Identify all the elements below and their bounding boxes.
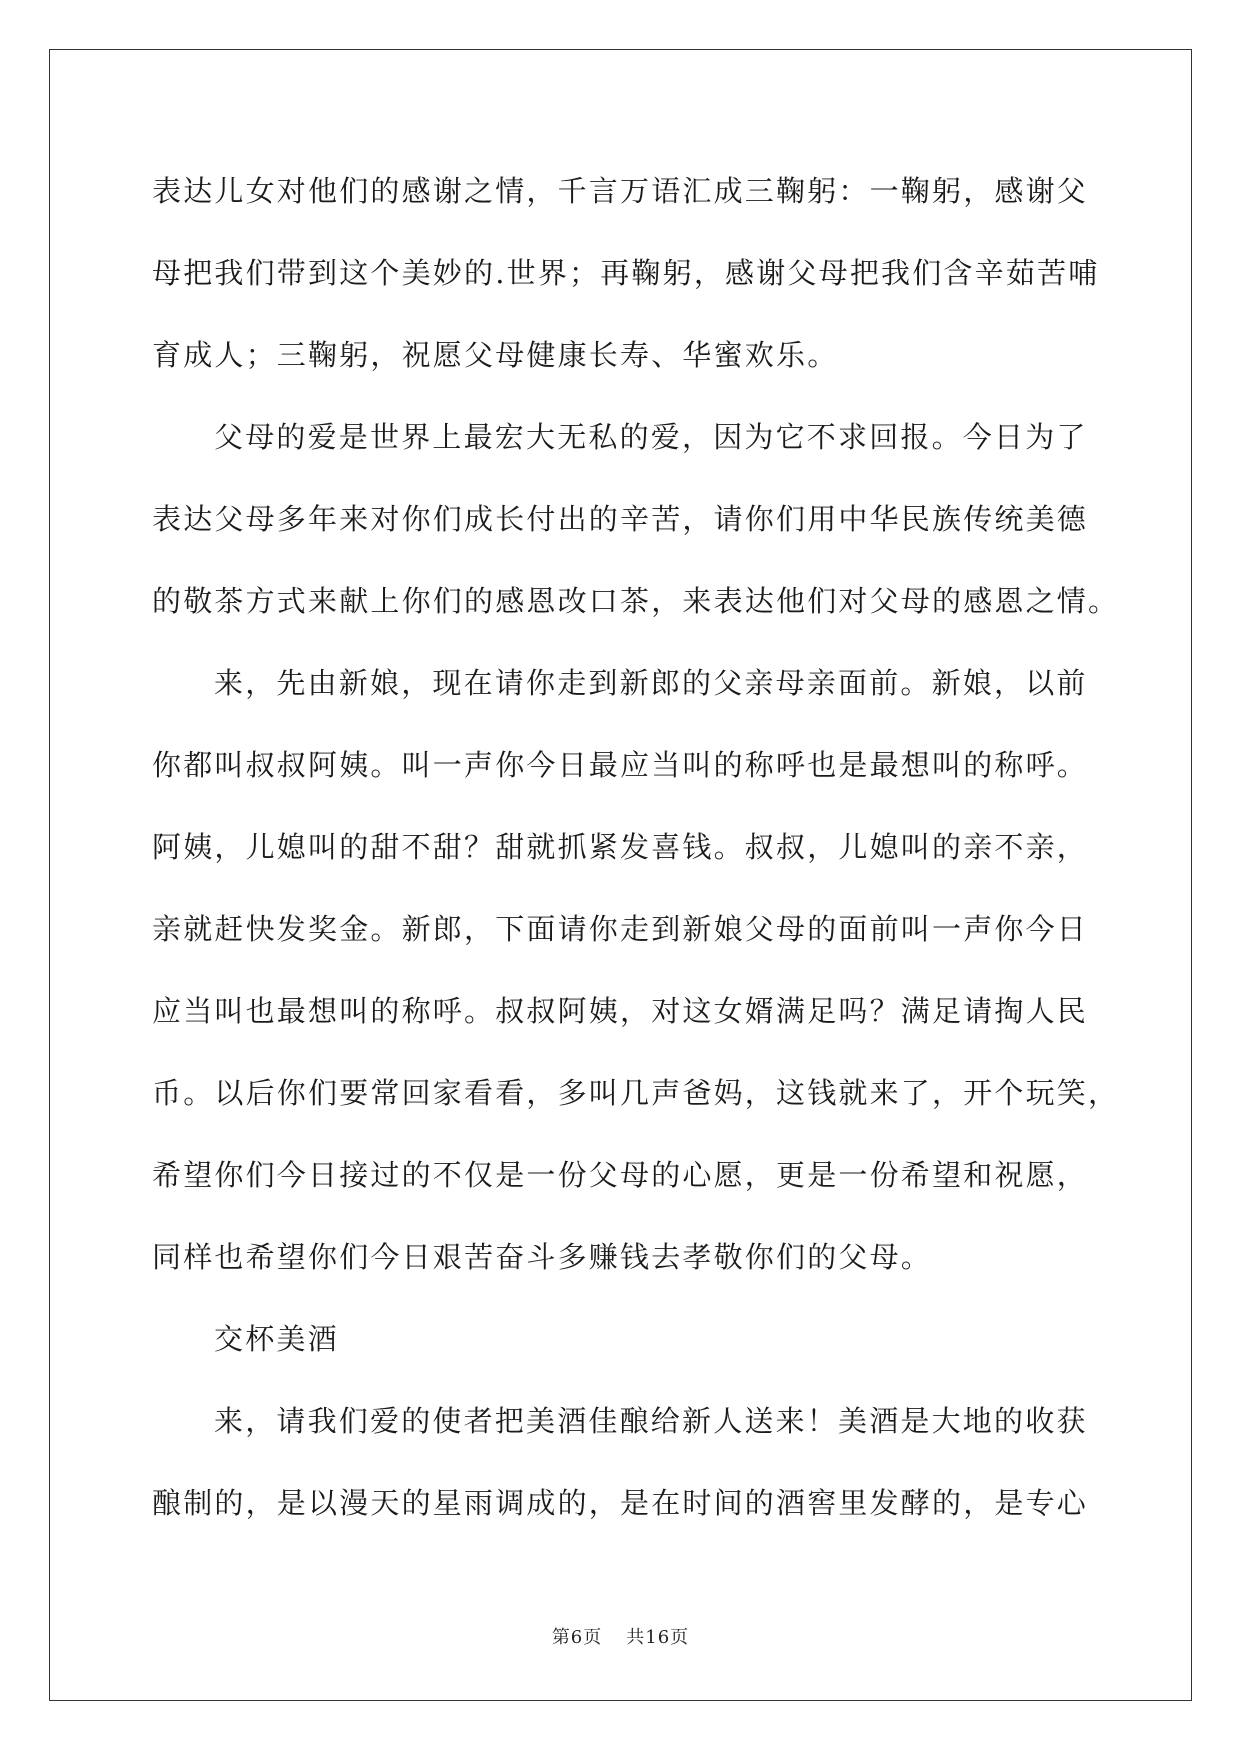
section-heading: 交杯美酒 bbox=[214, 1322, 339, 1356]
total-pages: 共16页 bbox=[626, 1627, 690, 1648]
page-footer bbox=[0, 1623, 1241, 1649]
text-line: 表达父母多年来对你们成长付出的辛苦，请你们用中华民族传统美德 bbox=[152, 502, 1089, 536]
text-line: 的敬茶方式来献上你们的感恩改口茶，来表达他们对父母的感恩之情。 bbox=[152, 584, 1120, 618]
text-line: 酿制的，是以漫天的星雨调成的，是在时间的酒窖里发酵的，是专心 bbox=[152, 1486, 1089, 1520]
current-page-number: 第6页 bbox=[551, 1627, 603, 1648]
text-line: 你都叫叔叔阿姨。叫一声你今日最应当叫的称呼也是最想叫的称呼。 bbox=[152, 748, 1089, 782]
paragraph-start-line: 来，请我们爱的使者把美酒佳酿给新人送来！美酒是大地的收获 bbox=[214, 1404, 1088, 1438]
text-line: 阿姨，儿媳叫的甜不甜？甜就抓紧发喜钱。叔叔，儿媳叫的亲不亲， bbox=[152, 830, 1089, 864]
text-line: 母把我们带到这个美妙的.世界；再鞠躬，感谢父母把我们含辛茹苦哺 bbox=[152, 256, 1100, 290]
text-line: 币。以后你们要常回家看看，多叫几声爸妈，这钱就来了，开个玩笑， bbox=[152, 1076, 1120, 1110]
paragraph-start-line: 父母的爱是世界上最宏大无私的爱，因为它不求回报。今日为了 bbox=[214, 420, 1088, 454]
text-line: 同样也希望你们今日艰苦奋斗多赚钱去孝敬你们的父母。 bbox=[152, 1240, 933, 1274]
text-line: 表达儿女对他们的感谢之情，千言万语汇成三鞠躬：一鞠躬，感谢父 bbox=[152, 174, 1089, 208]
text-line: 育成人；三鞠躬，祝愿父母健康长寿、华蜜欢乐。 bbox=[152, 338, 839, 372]
document-body bbox=[152, 160, 1120, 1554]
text-line: 应当叫也最想叫的称呼。叔叔阿姨，对这女婿满足吗？满足请掏人民 bbox=[152, 994, 1089, 1028]
text-line: 希望你们今日接过的不仅是一份父母的心愿，更是一份希望和祝愿， bbox=[152, 1158, 1089, 1192]
text-line: 亲就赶快发奖金。新郎，下面请你走到新娘父母的面前叫一声你今日 bbox=[152, 912, 1089, 946]
paragraph-start-line: 来，先由新娘，现在请你走到新郎的父亲母亲面前。新娘，以前 bbox=[214, 666, 1088, 700]
